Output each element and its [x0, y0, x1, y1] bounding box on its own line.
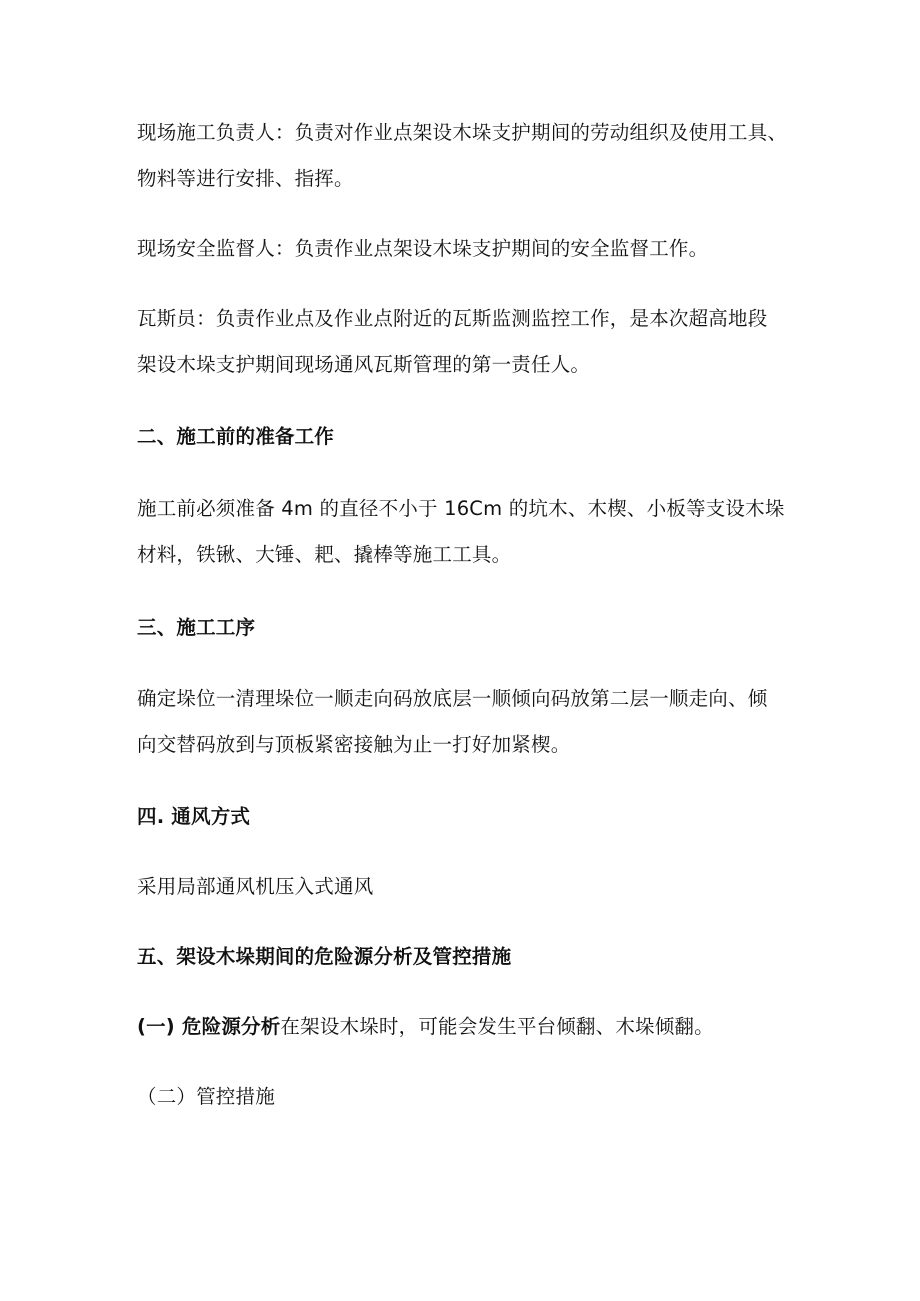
text-line: 向交替码放到与顶板紧密接触为止一打好加紧楔。 — [137, 733, 571, 756]
heading-text: 四. 通风方式 — [137, 805, 251, 828]
paragraph-ventilation — [137, 864, 797, 910]
section-heading-ventilation — [137, 794, 797, 840]
text-line: 采用局部通风机压入式通风 — [137, 875, 374, 898]
heading-text: 三、施工工序 — [137, 616, 256, 639]
text-line: 架设木垛支护期间现场通风瓦斯管理的第一责任人。 — [137, 353, 591, 376]
paragraph-procedure — [137, 676, 797, 768]
heading-text: 二、施工前的准备工作 — [137, 425, 335, 448]
text-line — [137, 1004, 797, 1050]
paragraph-control-measures — [137, 1074, 797, 1120]
text-line: 瓦斯员：负责作业点及作业点附近的瓦斯监测监控工作，是本次超高地段 — [137, 307, 768, 330]
paragraph-hazard-analysis — [137, 1004, 797, 1050]
paragraph-preparation — [137, 486, 797, 578]
paragraph-gas-inspector — [137, 296, 797, 388]
paragraph-site-construction-lead — [137, 110, 797, 202]
paragraph-safety-supervisor — [137, 226, 797, 272]
text-line: 物料等进行安排、指挥。 — [137, 167, 354, 190]
section-heading-preparation — [137, 414, 797, 460]
text-line: 施工前必须准备 4m 的直径不小于 16Cm 的坑木、木楔、小板等支设木垛 — [137, 497, 785, 520]
text-line: 确定垛位一清理垛位一顺走向码放底层一顺倾向码放第二层一顺走向、倾 — [137, 687, 768, 710]
heading-text: 五、架设木垛期间的危险源分析及管控措施 — [137, 945, 512, 968]
text-line: 现场施工负责人：负责对作业点架设木垛支护期间的劳动组织及使用工具、 — [137, 121, 788, 144]
subheading-control-measures: （二）管控措施 — [137, 1085, 275, 1108]
subheading-hazard-analysis: (一) 危险源分析 — [137, 1015, 281, 1038]
section-heading-procedure — [137, 605, 797, 651]
text-line: 材料，铁锹、大锤、耙、撬棒等施工工具。 — [137, 543, 512, 566]
text-line: 现场安全监督人：负责作业点架设木垛支护期间的安全监督工作。 — [137, 237, 709, 260]
section-heading-hazard-analysis — [137, 934, 797, 980]
hazard-description: 在架设木垛时，可能会发生平台倾翻、木垛倾翻。 — [280, 1015, 714, 1038]
